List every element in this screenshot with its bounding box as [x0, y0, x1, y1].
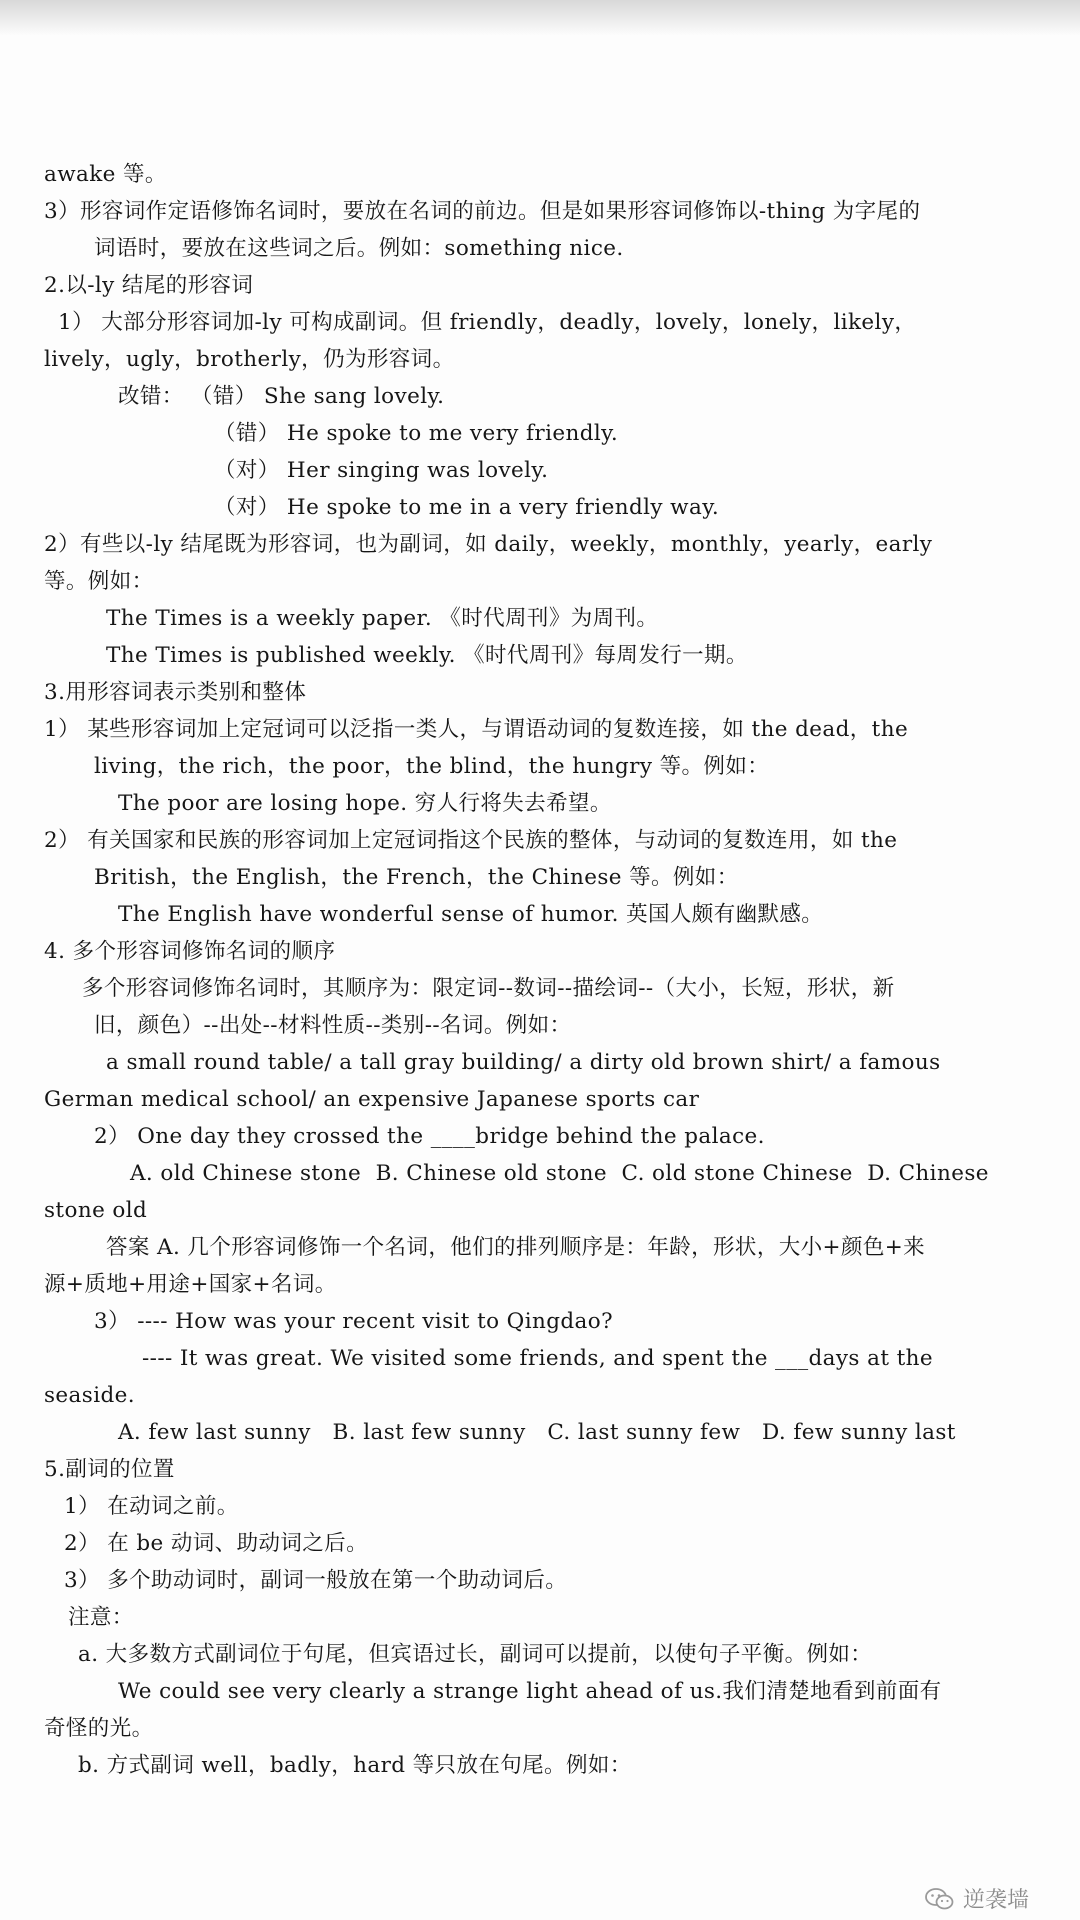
- text-line: 1） 某些形容词加上定冠词可以泛指一类人，与谓语动词的复数连接，如 the dead，the: [44, 717, 909, 742]
- question-line: seaside.: [44, 1383, 136, 1408]
- text-line: 1） 大部分形容词加-ly 可构成副词。但 friendly，deadly，lovely，lonely，likely，: [58, 310, 917, 335]
- wechat-icon: [925, 1887, 955, 1911]
- text-line: 多个形容词修饰名词时，其顺序为：限定词--数词--描绘词--（大小，长短，形状，新: [82, 976, 895, 1001]
- text-line: 改错： （错） She sang lovely.: [118, 384, 445, 409]
- text-line: 3）形容词作定语修饰名词时，要放在名词的前边。但是如果形容词修饰以-thing 为字尾的: [44, 199, 921, 224]
- answer-explanation: 答案 A. 几个形容词修饰一个名词，他们的排列顺序是：年龄，形状，大小+颜色+来: [106, 1235, 926, 1260]
- text-line: 2） 有关国家和民族的形容词加上定冠词指这个民族的整体，与动词的复数连用，如 the: [44, 828, 898, 853]
- example-line: The Times is a weekly paper. 《时代周刊》为周刊。: [106, 606, 659, 631]
- text-line: 2）有些以-ly 结尾既为形容词，也为副词，如 daily，weekly，monthly，yearly，early: [44, 532, 933, 557]
- example-line: The Times is published weekly. 《时代周刊》每周发行一期。: [106, 643, 748, 668]
- answer-options: stone old: [44, 1198, 148, 1223]
- text-line: a. 大多数方式副词位于句尾，但宾语过长，副词可以提前，以使句子平衡。例如：: [78, 1642, 873, 1667]
- text-line: living，the rich，the poor，the blind，the hungry 等。例如：: [94, 754, 770, 779]
- text-line: b. 方式副词 well，badly，hard 等只放在句尾。例如：: [78, 1753, 632, 1778]
- text-line: （对） He spoke to me in a very friendly way.: [214, 495, 720, 520]
- text-line: （错） He spoke to me very friendly.: [214, 421, 619, 446]
- text-line: 旧，颜色）--出处--材料性质--类别--名词。例如：: [94, 1013, 572, 1038]
- section-heading: 3.用形容词表示类别和整体: [44, 680, 307, 705]
- example-line: The poor are losing hope. 穷人行将失去希望。: [118, 791, 612, 816]
- example-line: The English have wonderful sense of humor. 英国人颇有幽默感。: [118, 902, 824, 927]
- section-heading: 2.以-ly 结尾的形容词: [44, 273, 254, 298]
- text-line: awake 等。: [44, 162, 167, 187]
- top-shadow: [0, 0, 1080, 36]
- text-line: （对） Her singing was lovely.: [214, 458, 549, 483]
- answer-explanation: 源+质地+用途+国家+名词。: [44, 1272, 337, 1297]
- text-line: 等。例如：: [44, 569, 154, 594]
- question-line: ---- It was great. We visited some friends, and spent the ___days at the: [142, 1346, 933, 1371]
- section-heading: 4. 多个形容词修饰名词的顺序: [44, 939, 336, 964]
- section-heading: 5.副词的位置: [44, 1457, 175, 1482]
- watermark: [925, 1883, 1029, 1914]
- text-line: British，the English，the French，the Chinese 等。例如：: [94, 865, 739, 890]
- note-heading: 注意：: [68, 1605, 134, 1630]
- text-line: lively，ugly，brotherly，仍为形容词。: [44, 347, 455, 372]
- text-line: 1） 在动词之前。: [64, 1494, 239, 1519]
- text-line: 词语时，要放在这些词之后。例如：something nice.: [94, 236, 624, 261]
- question-line: 2） One day they crossed the ____bridge behind the palace.: [94, 1124, 765, 1149]
- question-line: 3） ---- How was your recent visit to Qingdao?: [94, 1309, 614, 1334]
- example-line: 奇怪的光。: [44, 1716, 154, 1741]
- answer-options: A. few last sunny B. last few sunny C. last sunny few D. few sunny last: [118, 1420, 956, 1445]
- watermark-text: 逆袭墙: [963, 1888, 1030, 1913]
- example-line: a small round table/ a tall gray building/ a dirty old brown shirt/ a famous: [106, 1050, 941, 1075]
- example-line: German medical school/ an expensive Japanese sports car: [44, 1087, 700, 1112]
- answer-options: A. old Chinese stone B. Chinese old stone C. old stone Chinese D. Chinese: [130, 1161, 989, 1186]
- text-line: 3） 多个助动词时，副词一般放在第一个助动词后。: [64, 1568, 568, 1593]
- text-line: 2） 在 be 动词、助动词之后。: [64, 1531, 368, 1556]
- example-line: We could see very clearly a strange light ahead of us.我们清楚地看到前面有: [118, 1679, 942, 1704]
